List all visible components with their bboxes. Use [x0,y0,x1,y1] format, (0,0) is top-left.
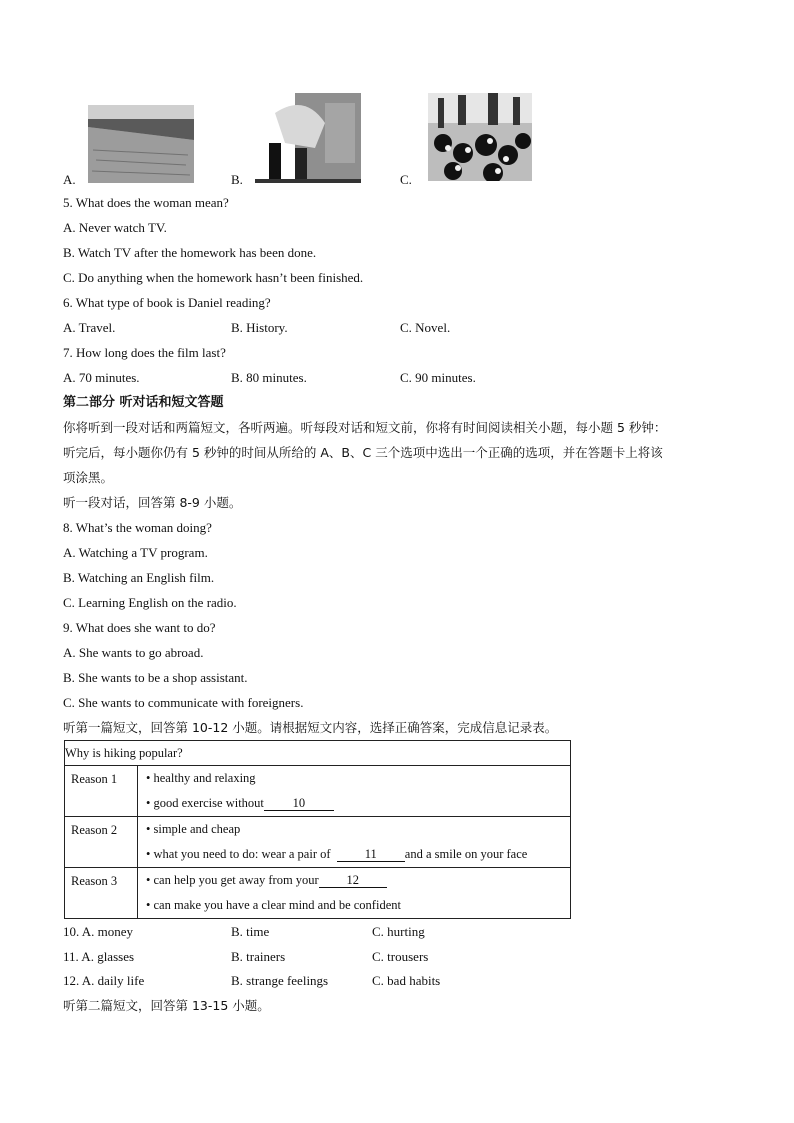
reason-3-label: Reason 3 [65,868,138,919]
reason-3-bullet-1-text: • can help you get away from your [146,873,319,887]
reason-2-bullet-2-text: • what you need to do: wear a pair of [146,847,331,861]
question-12-option-b[interactable]: B. strange feelings [231,973,329,988]
question-11-option-c[interactable]: C. trousers [372,949,429,964]
question-11-option-b[interactable]: B. trainers [231,949,286,964]
reason-1-bullet-2-text: • good exercise without [146,796,264,810]
question-9-option-b[interactable]: B. She wants to be a shop assistant. [63,670,248,685]
dialog-intro: 听一段对话，回答第 8-9 小题。 [63,495,242,510]
reason-2-bullet-2-tail: and a smile on your face [404,847,528,861]
question-11-option-a[interactable]: 11. A. glasses [63,949,135,964]
question-12-option-a[interactable]: 12. A. daily life [63,973,145,988]
part-2-instructions-line-1: 你将听到一段对话和两篇短文，各听两遍。听每段对话和短文前，你将有时间阅读相关小题，每小题 5 秒钟： [63,420,667,435]
question-6-option-a[interactable]: A. Travel. [63,320,116,335]
question-9-option-a[interactable]: A. She wants to go abroad. [63,645,204,660]
part-2-instructions-line-2: 听完后，每小题你仍有 5 秒钟的时间从所给的 A、B、C 三个选项中选出一个正确的选项，并在答题卡上将该 [63,445,663,460]
picture-c-label: C. [400,172,412,187]
passage-1-intro: 听第一篇短文，回答第 10-12 小题。请根据短文内容，选择正确答案，完成信息记录表。 [63,720,558,735]
question-7-stem: 7. How long does the film last? [63,345,226,360]
question-5-option-c[interactable]: C. Do anything when the homework hasn’t been finished. [63,270,364,285]
reason-2-content [138,817,571,868]
question-6-stem: 6. What type of book is Daniel reading? [63,295,271,310]
question-10-option-c[interactable]: C. hurting [372,924,425,939]
picture-c-garden-photo[interactable] [428,93,532,181]
question-8-stem: 8. What’s the woman doing? [63,520,212,535]
question-5-option-b[interactable]: B. Watch TV after the homework has been done. [63,245,317,260]
question-7-option-c[interactable]: C. 90 minutes. [400,370,476,385]
answer-blank-11[interactable]: 11 [337,847,405,862]
question-8-option-b[interactable]: B. Watching an English film. [63,570,215,585]
part-2-instructions-line-3: 项涂黑。 [63,470,114,485]
picture-a-label: A. [63,172,76,187]
reason-3-bullet-2: • can make you have a clear mind and be confident [146,898,401,912]
question-9-option-c[interactable]: C. She wants to communicate with foreigners. [63,695,304,710]
question-8-option-c[interactable]: C. Learning English on the radio. [63,595,237,610]
reason-3-content [138,868,571,919]
question-12-option-c[interactable]: C. bad habits [372,973,441,988]
answer-blank-12[interactable]: 12 [319,873,387,888]
reason-3-bullet-1 [138,868,570,893]
picture-b-label: B. [231,172,243,187]
answer-blank-10[interactable]: 10 [264,796,334,811]
question-7-option-a[interactable]: A. 70 minutes. [63,370,140,385]
question-9-stem: 9. What does she want to do? [63,620,216,635]
picture-a-field-photo[interactable] [88,105,194,183]
question-7-option-b[interactable]: B. 80 minutes. [231,370,307,385]
info-record-table [64,740,571,919]
reason-1-content [138,766,571,817]
reason-2-label: Reason 2 [65,817,138,868]
question-10-option-a[interactable]: 10. A. money [63,924,134,939]
reason-2-bullet-1: • simple and cheap [146,822,241,836]
question-5-stem: 5. What does the woman mean? [63,195,229,210]
reason-1-label: Reason 1 [65,766,138,817]
reason-1-bullet-2 [138,791,570,816]
question-6-option-b[interactable]: B. History. [231,320,288,335]
table-header: Why is hiking popular? [65,741,571,766]
reason-2-bullet-2 [138,842,570,867]
picture-b-statue-photo[interactable] [255,93,361,183]
passage-2-intro: 听第二篇短文，回答第 13-15 小题。 [63,998,270,1013]
question-8-option-a[interactable]: A. Watching a TV program. [63,545,208,560]
part-2-title: 第二部分 听对话和短文答题 [63,395,224,410]
question-5-option-a[interactable]: A. Never watch TV. [63,220,167,235]
reason-1-bullet-1: • healthy and relaxing [146,771,256,785]
question-6-option-c[interactable]: C. Novel. [400,320,451,335]
question-10-option-b[interactable]: B. time [231,924,270,939]
